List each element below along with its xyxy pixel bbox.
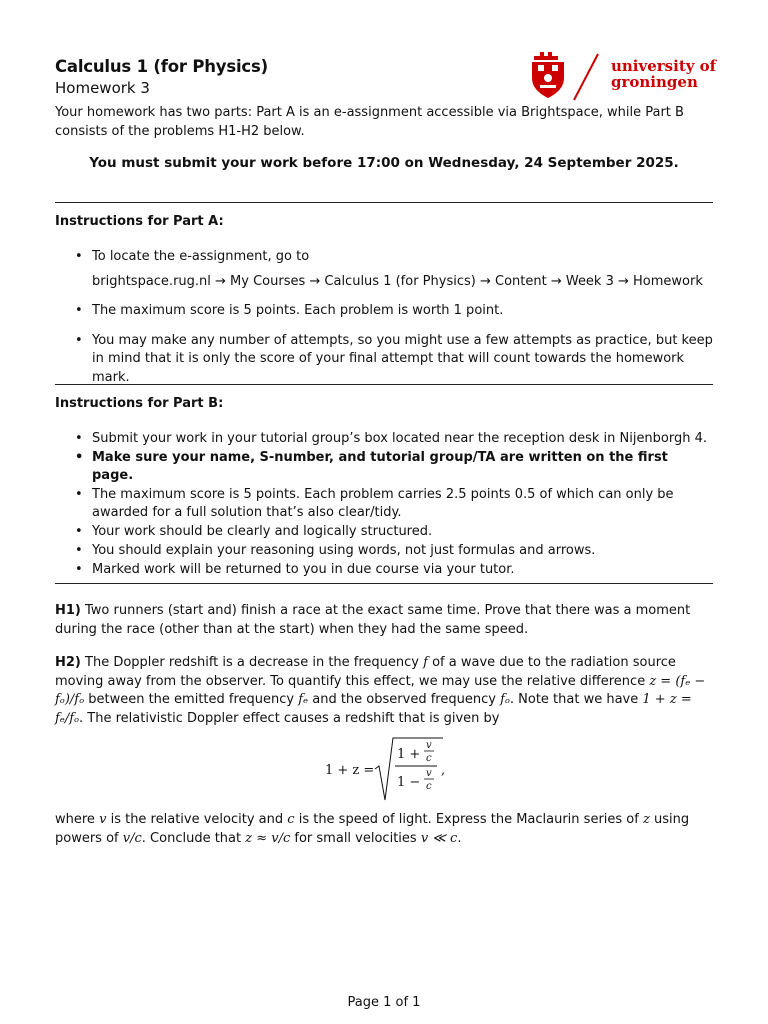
problem-text: . <box>457 830 462 846</box>
list-item: • The maximum score is 5 points. Each problem carries 2.5 points 0.5 of which can only be awarded for a full solution that’s also clear/tidy. <box>55 486 713 522</box>
part-b-list <box>55 430 713 580</box>
problem-text: Two runners (start and) finish a race at the exact same time. Prove that there was a moment during the race (other than at the start) when they had the same speed. <box>55 603 691 637</box>
formula-lhs: 1 + z = <box>325 763 375 778</box>
list-item: • Submit your work in your tutorial group’s box located near the reception desk in Nijenborgh 4. <box>55 430 713 448</box>
formula-c: c <box>426 781 432 792</box>
problem-text: . Note that we have <box>509 692 639 707</box>
formula-numerator: 1 + <box>397 747 421 762</box>
problem-h2-continued <box>55 811 713 848</box>
divider <box>55 384 713 385</box>
university-name-line2: groningen <box>611 73 698 91</box>
problem-h1 <box>55 602 713 639</box>
list-item <box>55 248 713 291</box>
formula-denominator: 1 − <box>397 775 421 790</box>
math-v: v <box>99 812 107 827</box>
formula-c: c <box>426 753 432 764</box>
brightspace-path: brightspace.rug.nl → My Courses → Calculus 1 (for Physics) → Content → Week 3 → Homework <box>92 273 703 289</box>
university-name-line1: university of <box>611 57 717 75</box>
problem-text: is the speed of light. Express the Maclaurin series of <box>298 812 639 827</box>
page-number: Page 1 of 1 <box>347 995 421 1010</box>
deadline-notice: You must submit your work before 17:00 on Wednesday, 24 September 2025. <box>89 155 679 171</box>
problem-text: between the emitted frequency <box>88 692 295 707</box>
math-small-velocity: v ≪ c <box>420 830 458 846</box>
problem-text: where <box>55 812 95 827</box>
formula-v: v <box>426 740 432 751</box>
university-crest-icon <box>528 48 608 104</box>
formula-comma: , <box>441 763 446 778</box>
math-z-definition: z = (fₑ − fₒ)/fₒ <box>55 673 706 707</box>
math-relation: 1 + z = fₑ/fₒ <box>55 692 692 726</box>
list-item: • Make sure your name, S-number, and tutorial group/TA are written on the first page. <box>55 449 713 485</box>
math-fe: fₑ <box>298 692 309 707</box>
part-a-heading: Instructions for Part A: <box>55 214 224 229</box>
problem-text: . Conclude that <box>141 830 242 846</box>
list-item: • You should explain your reasoning using words, not just formulas and arrows. <box>55 542 713 560</box>
course-title: Calculus 1 (for Physics) <box>55 57 268 76</box>
university-logo <box>528 48 718 104</box>
math-v-over-c: v/c <box>122 830 142 846</box>
math-fo: fₒ <box>500 692 510 707</box>
problem-label: H2) <box>55 655 81 670</box>
university-name <box>611 58 716 90</box>
intro-paragraph: Your homework has two parts: Part A is an e-assignment accessible via Brightspace, while Part B consists of the problems H1-H2 below. <box>55 105 684 139</box>
problem-text: . The relativistic Doppler effect causes a redshift that is given by <box>79 710 500 726</box>
problem-text: and the observed frequency <box>312 692 496 707</box>
list-item: • The maximum score is 5 points. Each problem is worth 1 point. <box>55 302 713 321</box>
problem-text: using powers of <box>55 812 690 846</box>
part-a-list <box>55 248 713 398</box>
doppler-formula <box>325 736 495 804</box>
problem-text: for small velocities <box>294 830 417 846</box>
part-b-heading: Instructions for Part B: <box>55 396 224 411</box>
math-frequency: f <box>423 655 428 670</box>
math-approx: z ≈ v/c <box>245 830 291 846</box>
problem-text: The Doppler redshift is a decrease in the frequency <box>85 655 419 670</box>
problem-text: is the relative velocity and <box>110 812 284 827</box>
math-z: z <box>642 812 650 827</box>
list-item-text: To locate the e-assignment, go to <box>92 249 310 264</box>
list-item: • Marked work will be returned to you in due course via your tutor. <box>55 561 713 579</box>
divider <box>55 583 713 584</box>
problem-h2 <box>55 654 713 728</box>
problem-text: of a wave due to the radiation source moving away from the observer. To quantify this effect, we may use the relative difference <box>55 655 676 689</box>
formula-v: v <box>426 768 432 779</box>
divider <box>55 202 713 203</box>
list-item: • Your work should be clearly and logically structured. <box>55 523 713 541</box>
homework-page <box>55 0 717 1024</box>
list-item: • You may make any number of attempts, so you might use a few attempts as practice, but keep in mind that it is only the score of your final attempt that will count towards the homework mark. <box>55 332 713 388</box>
problem-label: H1) <box>55 603 81 618</box>
homework-number: Homework 3 <box>55 79 150 97</box>
math-c: c <box>287 812 295 827</box>
